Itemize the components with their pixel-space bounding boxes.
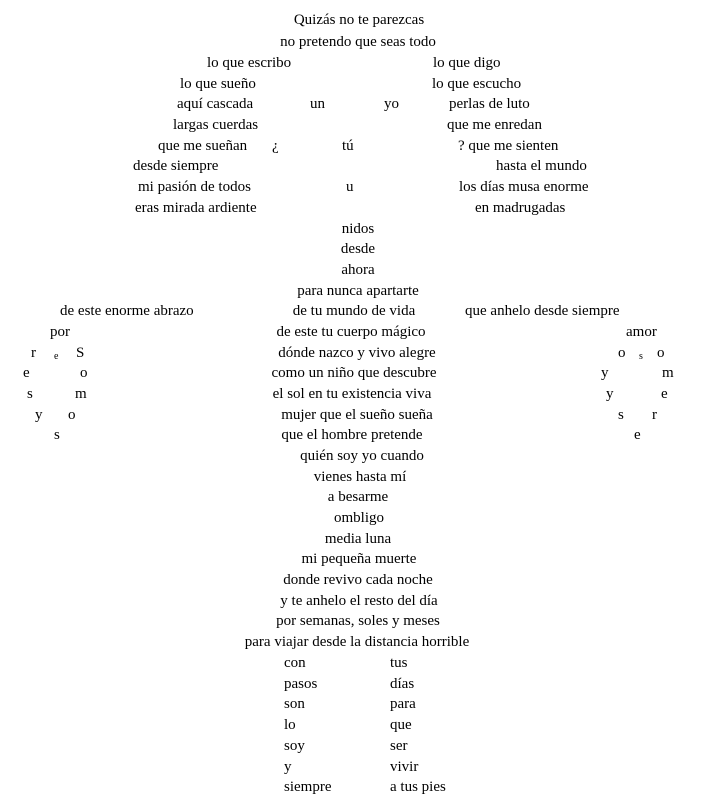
poem-word: desde siempre xyxy=(133,158,219,174)
poem-word: que me enredan xyxy=(447,117,542,133)
poem-leg-left-word: lo xyxy=(284,717,296,733)
poem-letter: e xyxy=(23,365,30,381)
poem-letter: e xyxy=(634,427,641,443)
poem-letter: o xyxy=(80,365,88,381)
poem-word: hasta el mundo xyxy=(496,158,587,174)
poem-letter: m xyxy=(75,386,87,402)
poem-letter: o xyxy=(618,345,626,361)
poem-letter: m xyxy=(662,365,674,381)
poem-letter: e xyxy=(54,351,59,362)
poem-line: mujer que el sueño sueña xyxy=(281,407,433,423)
poem-letter: s xyxy=(54,427,60,443)
poem-line: que el hombre pretende xyxy=(281,427,423,443)
poem-letter: s xyxy=(27,386,33,402)
poem-word: lo que escribo xyxy=(207,55,292,71)
poem-leg-left-word: pasos xyxy=(284,676,318,692)
poem-letter: S xyxy=(76,345,85,361)
poem-line: a besarme xyxy=(327,489,389,505)
poem-hand-right-word: amor xyxy=(626,324,657,340)
poem-leg-left-word: y xyxy=(284,759,292,775)
poem-line: dónde nazco y vivo alegre xyxy=(278,345,436,361)
poem-word: largas cuerdas xyxy=(173,117,259,133)
poem-line: de tu mundo de vida xyxy=(292,303,416,319)
poem-word: lo que digo xyxy=(433,55,501,71)
poem-word: ? que me sienten xyxy=(458,138,559,154)
poem-line: ombligo xyxy=(333,510,385,526)
poem-letter: e xyxy=(661,386,668,402)
poem-word: perlas de luto xyxy=(449,96,530,112)
poem-line: donde revivo cada noche xyxy=(283,572,433,588)
poem-arm-left: de este enorme abrazo xyxy=(60,303,194,319)
poem-line: nidos xyxy=(341,221,375,237)
poem-line: mi pequeña muerte xyxy=(301,551,417,567)
poem-word: aquí cascada xyxy=(177,96,254,112)
poem-word: un xyxy=(310,96,325,112)
poem-leg-right-word: a tus pies xyxy=(390,779,446,795)
poem-line: vienes hasta mí xyxy=(313,469,407,485)
poem-line: como un niño que descubre xyxy=(271,365,437,381)
poem-word: que me sueñan xyxy=(158,138,248,154)
poem-word: eras mirada ardiente xyxy=(135,200,257,216)
poem-arm-right: que anhelo desde siempre xyxy=(465,303,620,319)
poem-leg-right-word: para xyxy=(390,696,416,712)
poem-word: lo que escucho xyxy=(432,76,522,92)
poem-leg-right-word: vivir xyxy=(390,759,419,775)
poem-letter: o xyxy=(657,345,665,361)
poem-letter: y xyxy=(35,407,43,423)
poem-letter: s xyxy=(618,407,624,423)
poem-word: los días musa enorme xyxy=(459,179,589,195)
poem-line: de este tu cuerpo mágico xyxy=(276,324,426,340)
poem-hand-left-word: por xyxy=(50,324,70,340)
poem-leg-right-word: tus xyxy=(390,655,408,671)
poem-leg-right-word: días xyxy=(390,676,415,692)
poem-letter: r xyxy=(652,407,657,423)
poem-line: desde xyxy=(340,241,376,257)
poem-line: para viajar desde la distancia horrible xyxy=(244,634,470,650)
poem-leg-left-word: soy xyxy=(284,738,305,754)
poem-word: en madrugadas xyxy=(475,200,566,216)
poem-word: u xyxy=(346,179,354,195)
poem-word: mi pasión de todos xyxy=(138,179,251,195)
poem-leg-right-word: que xyxy=(390,717,412,733)
poem-leg-right-word: ser xyxy=(390,738,408,754)
poem-line: para nunca apartarte xyxy=(297,283,419,299)
poem-word: lo que sueño xyxy=(180,76,256,92)
poem-line: no pretendo que seas todo xyxy=(280,34,436,50)
poem-letter: r xyxy=(31,345,36,361)
poem-word: tú xyxy=(342,138,354,154)
poem-line: media luna xyxy=(324,531,392,547)
poem-letter: o xyxy=(68,407,76,423)
poem-line: ahora xyxy=(341,262,375,278)
poem-word: yo xyxy=(384,96,399,112)
poem-letter: s xyxy=(639,351,643,362)
poem-letter: y xyxy=(606,386,614,402)
poem-line: el sol en tu existencia viva xyxy=(272,386,432,402)
poem-line: y te anhelo el resto del día xyxy=(280,593,438,609)
poem-leg-left-word: con xyxy=(284,655,306,671)
poem-line: quién soy yo cuando xyxy=(300,448,424,464)
poem-line: por semanas, soles y meses xyxy=(276,613,440,629)
poem-word: ¿ xyxy=(272,138,279,154)
poem-leg-left-word: son xyxy=(284,696,305,712)
poem-letter: y xyxy=(601,365,609,381)
poem-line-title: Quizás no te parezcas xyxy=(293,12,425,28)
poem-leg-left-word: siempre xyxy=(284,779,332,795)
